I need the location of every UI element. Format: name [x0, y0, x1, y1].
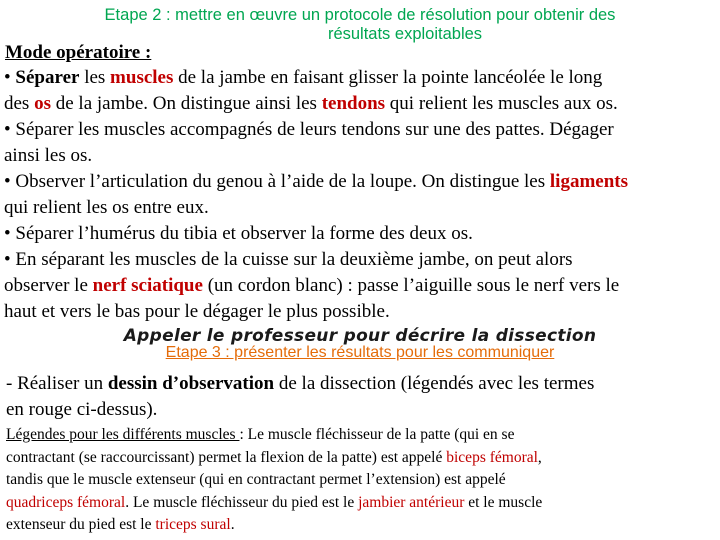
text-segment: des — [4, 93, 35, 114]
protocol-step-line — [4, 91, 720, 117]
text-segment: (un cordon blanc) : passe l’aiguille sous le nerf vers le — [202, 275, 620, 296]
text-segment: observer le — [4, 275, 93, 296]
drawing-instruction-line — [6, 371, 594, 397]
text-segment: : Le muscle fléchisseur de la patte (qui en se — [239, 426, 515, 443]
protocol-step-line — [4, 247, 720, 273]
drawing-instruction — [6, 371, 594, 423]
text-segment: • Séparer les muscles accompagnés de leurs tendons sur une des pattes. Dégager — [4, 119, 614, 140]
text-segment: • Observer l’articulation du genou à l’aide de la loupe. On distingue les — [4, 171, 550, 192]
protocol-step-line — [4, 169, 720, 195]
text-segment: qui relient les muscles aux os. — [385, 93, 618, 114]
red-term: triceps sural — [155, 516, 231, 533]
legend-line — [6, 447, 542, 470]
etape2-heading — [0, 6, 720, 44]
text-segment: ainsi les os. — [4, 145, 93, 166]
legend-line — [6, 514, 542, 537]
legend-paragraph — [6, 424, 542, 537]
text-segment: les — [79, 67, 111, 88]
protocol-step-line — [4, 273, 720, 299]
legend-line — [6, 424, 542, 447]
protocol-step-line — [4, 143, 720, 169]
red-term: biceps fémoral — [446, 448, 538, 466]
etape2-heading-line2: résultats exploitables — [327, 25, 483, 43]
text-segment: , — [537, 448, 542, 466]
red-term: muscles — [110, 67, 174, 88]
etape2-heading-line1: Etape 2 : mettre en œuvre un protocole de résolution pour obtenir des — [104, 6, 616, 24]
text-segment: de la jambe en faisant glisser la pointe lancéolée le long — [173, 67, 603, 88]
protocol-step-line — [4, 195, 720, 221]
underlined-label: Légendes pour les différents muscles — [6, 426, 240, 443]
text-segment: extenseur du pied est le — [6, 516, 156, 533]
text-segment: et le muscle — [464, 493, 543, 511]
text-segment: - Réaliser un — [6, 373, 108, 394]
text-segment: . — [230, 516, 235, 533]
text-segment: haut et vers le bas pour le dégager le plus possible. — [4, 301, 390, 322]
text-segment: • Séparer l’humérus du tibia et observer la forme des deux os. — [4, 223, 473, 244]
bold-term: dessin d’observation — [107, 373, 275, 394]
red-term: quadriceps fémoral — [6, 493, 126, 511]
red-term: jambier antérieur — [358, 493, 465, 511]
text-segment: • — [4, 67, 16, 88]
protocol-step-line — [4, 221, 720, 247]
text-segment: tandis que le muscle extenseur (qui en contractant permet l’extension) est appelé — [6, 471, 506, 488]
red-term: os — [34, 93, 51, 114]
bold-term: Séparer — [15, 67, 80, 88]
protocol-step-line — [4, 65, 720, 91]
text-segment: de la jambe. On distingue ainsi les — [50, 93, 322, 114]
call-teacher-note: Appeler le professeur pour décrire la dissection — [123, 326, 597, 346]
red-term: nerf sciatique — [92, 275, 203, 296]
red-term: tendons — [321, 93, 386, 114]
text-segment: de la dissection (légendés avec les termes — [274, 373, 595, 394]
text-segment: qui relient les os entre eux. — [4, 197, 209, 218]
etape3-heading: Etape 3 : présenter les résultats pour les communiquer — [165, 344, 555, 361]
protocol-steps — [4, 65, 720, 325]
drawing-instruction-line — [6, 397, 594, 423]
red-term: ligaments — [549, 171, 628, 192]
text-segment: en rouge ci-dessus). — [6, 399, 158, 420]
legend-line — [6, 492, 542, 515]
legend-line — [6, 469, 542, 492]
text-segment: • En séparant les muscles de la cuisse sur la deuxième jambe, on peut alors — [4, 249, 573, 270]
mode-operatoire-heading: Mode opératoire : — [5, 42, 152, 63]
protocol-step-line — [4, 299, 720, 325]
text-segment: . Le muscle fléchisseur du pied est le — [125, 493, 359, 511]
text-segment: contractant (se raccourcissant) permet la flexion de la patte) est appelé — [6, 448, 447, 466]
protocol-step-line — [4, 117, 720, 143]
